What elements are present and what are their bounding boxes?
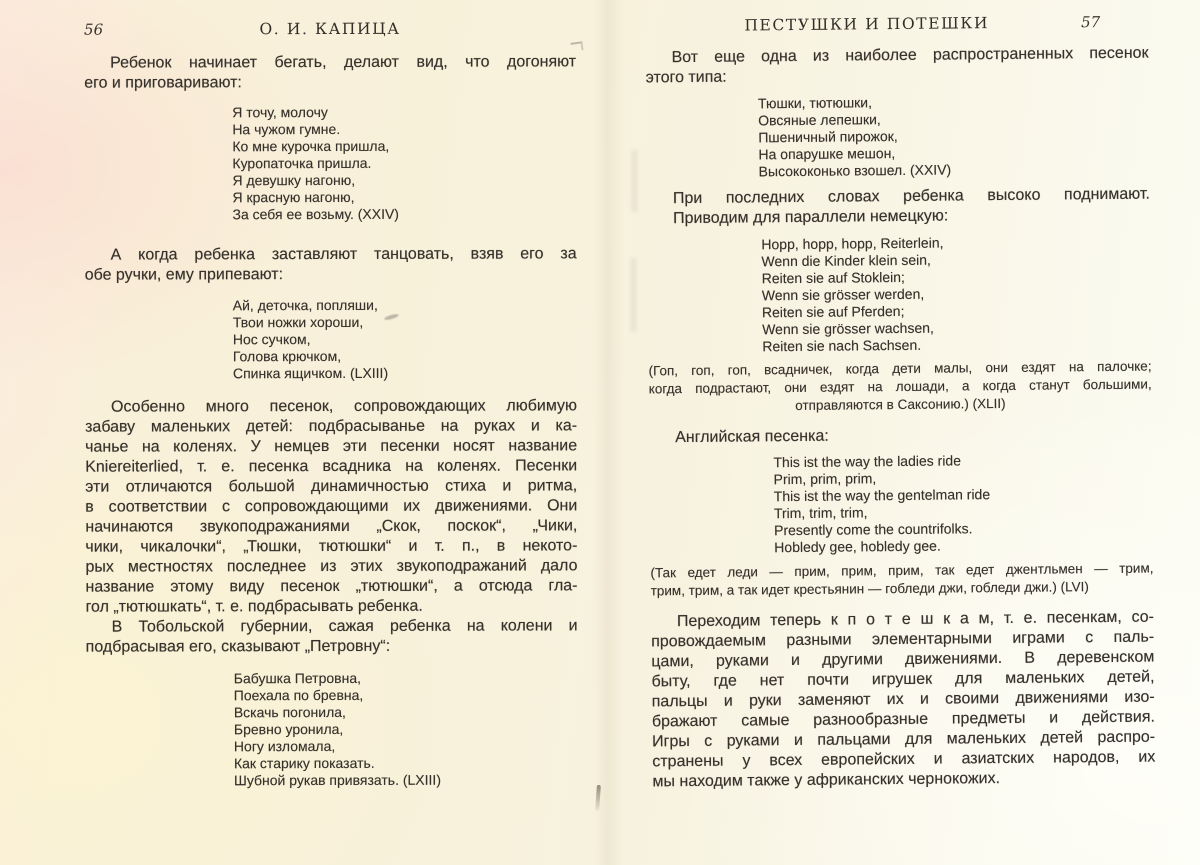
paragraph-line: Kniereiterlied, т. е. песенка всадника на коленях. Песенки: [85, 457, 578, 476]
paragraph-line: начинаются звукоподражаниями „Скок, поскок“, „Чики,: [85, 517, 578, 536]
verse-line: Я девушку нагоню,: [232, 171, 356, 189]
verse-line: Wenn sie grösser wachsen,: [762, 319, 934, 338]
verse-line: Ай, деточка, попляши,: [232, 296, 378, 314]
page-number: 57: [1081, 13, 1101, 32]
paragraph-line: Переходим теперь к п о т е ш к а м, т. е. песенкам, со-: [676, 608, 1155, 631]
verse-line: Нос сучком,: [232, 331, 311, 348]
verse-line: Reiten sie nach Sachsen.: [762, 336, 922, 355]
paragraph-line: этого типа:: [645, 68, 727, 87]
verse-line: This ist the way the ladies ride: [773, 452, 962, 471]
paragraph-line: При последних словах ребенка высоко поднимают.: [672, 185, 1150, 208]
verse-line: За себя ее возьму. (XXIV): [232, 205, 399, 223]
verse-line: Ко мне курочка пришла,: [232, 137, 390, 155]
paragraph-line: название этому виду песенок „тютюшки“, а отсюда гла-: [85, 577, 578, 596]
paragraph-line: гол „тютюшкать“, т. е. подбрасывать ребенка.: [85, 597, 423, 616]
paragraph: [651, 608, 1156, 793]
translation-note: [648, 358, 1151, 417]
paragraph-line: подбрасывая его, сказывают „Петровну“:: [85, 637, 391, 656]
verse: [761, 233, 1151, 356]
verse-line: Trim, trim, trim,: [773, 504, 868, 522]
paragraph-line: А когда ребенка заставляют танцовать, взяв его за: [110, 245, 577, 264]
paragraph: [85, 244, 577, 285]
paragraph-line: чанье на коленях. У немцев эти песенки носят название: [85, 437, 578, 456]
paragraph-line: провождаемым разными элементарными играми с паль-: [651, 628, 1155, 651]
verse-line: Твои ножки хороши,: [232, 313, 364, 331]
verse-line: Presently come the countrifolks.: [774, 520, 973, 539]
paragraph-line: Ребенок начинает бегать, делают вид, что догоняют: [110, 53, 577, 72]
verse: [773, 451, 1153, 557]
verse-line: На опарушке мешон,: [758, 145, 896, 163]
translation-note: [650, 560, 1153, 601]
paragraph: [645, 44, 1148, 89]
scan-streak: [632, 150, 637, 212]
verse-line: Высококонько взошел. (XXIV): [758, 161, 952, 180]
verse-line: Вскачь погонила,: [233, 703, 346, 721]
verse-line: Я красную нагоню,: [232, 188, 355, 206]
paragraph-line: Приводим для параллели немецкую:: [673, 207, 949, 228]
paragraph-line: мы находим также у африканских чернокожих.: [652, 770, 1001, 791]
verse-line: Куропаточка пришла.: [232, 154, 372, 172]
verse-line: Ногу изломала,: [233, 737, 336, 755]
paragraph-line: быту, где нет почти игрушек для маленьких детей,: [651, 668, 1155, 691]
paragraph-line: Особенно много песенок, сопровождающих любимую: [111, 397, 578, 416]
verse-line: Wenn die Kinder klein sein,: [761, 251, 931, 270]
verse-line: Prim, prim, prim,: [773, 470, 877, 488]
verse-line: This ist the way the gentelman ride: [773, 486, 991, 505]
paragraph-line: цами, руками и другими движениями. В деревенском: [651, 648, 1155, 671]
page-right: [645, 0, 1156, 792]
verse-line: Бревно уронила,: [233, 720, 344, 738]
translation-line: (Гоп, гоп, гоп, всадничек, когда дети малы, они ездят на палочке;: [648, 358, 1152, 379]
verse-line: Как старику показать.: [233, 754, 375, 772]
paragraph-line: странены у всех европейских и азиатских народов, их: [652, 748, 1156, 771]
verse-line: Овсяные лепешки,: [758, 111, 881, 129]
translation-line: когда подрастают, они ездят на лошади, а когда станут большими,: [648, 376, 1152, 397]
verse: [232, 103, 576, 223]
paragraph-line: эти отличаются большой динамичностью стиха и ритма,: [85, 477, 578, 496]
verse-line: Бабушка Петровна,: [233, 669, 362, 687]
paragraph-line: забаву маленьких детей: подбрасыванье на руках и ка-: [85, 417, 578, 436]
verse-line: Я точу, молочу: [232, 104, 328, 121]
paragraph-line: Игры с руками и пальцами для маленьких детей распро-: [652, 728, 1156, 751]
paragraph: [649, 424, 1152, 449]
paragraph-line: пальцы и руки заменяют их и своими движениями изо-: [651, 688, 1155, 711]
paragraph: [84, 52, 576, 93]
translation-line: трим, трим, а так идет крестьянин — гобледи джи, гобледи джи.) (LVI): [650, 579, 1089, 599]
verse-line: Шубной рукав привязать. (LXIII): [233, 771, 441, 789]
running-head: О. И. КАПИЦА: [259, 19, 401, 39]
paragraph-line: бражают самые разнообразные предметы и действия.: [651, 708, 1155, 731]
verse-line: Reiten sie auf Pferden;: [761, 302, 905, 321]
paragraph-line: его и приговаривают:: [84, 74, 242, 92]
verse-line: Голова крючком,: [232, 347, 342, 365]
paragraph: [86, 616, 578, 657]
paragraph-line: чики, чикалочки“, „Тюшки, тютюшки“ и т. п., в некото-: [85, 537, 578, 556]
paragraph-line: в соответствии с сопровождающими их движениями. Они: [85, 497, 578, 516]
page-number: 56: [84, 20, 104, 39]
verse-line: Hobledy gee, hobledy gee.: [774, 537, 941, 556]
verse-line: Wenn sie grösser werden,: [761, 285, 925, 304]
verse-line: Reiten sie auf Stoklein;: [761, 268, 905, 287]
paragraph: [85, 396, 578, 617]
verse: [234, 669, 578, 789]
translation-line: отправляются в Саксонию.) (XLII): [795, 395, 1006, 413]
verse-line: Спинка ящичком. (LXIII): [232, 364, 389, 382]
paragraph-line: обе ручки, ему припевают:: [84, 266, 284, 284]
paragraph-line: рых местностях последнее из этих звукоподражаний дало: [85, 557, 578, 576]
page-left: [84, 0, 578, 790]
verse: [233, 296, 577, 382]
page-header-right: [645, 13, 1148, 38]
verse-line: На чужом гумне.: [232, 120, 341, 138]
paragraph-line: Вот еще одна из наиболее распространенных песенок: [671, 44, 1149, 67]
verse-line: Тюшки, тютюшки,: [757, 94, 873, 112]
verse: [758, 92, 1150, 181]
running-head: ПЕСТУШКИ И ПОТЕШКИ: [744, 14, 990, 35]
paragraph-line: Английская песенка:: [675, 427, 829, 447]
verse-line: Поехала по бревна,: [233, 686, 364, 704]
page-gutter-shadow: [594, 0, 624, 865]
verse-line: Пшеничный пирожок,: [758, 127, 898, 146]
paragraph-line: В Тобольской губернии, сажая ребенка на колени и: [111, 617, 578, 636]
verse-line: Hopp, hopp, hopp, Reiterlein,: [761, 234, 944, 253]
page-header-left: [84, 19, 576, 40]
translation-line: (Так едет леди — прим, прим, прим, так едет джентльмен — трим,: [650, 560, 1154, 581]
scan-streak: [631, 258, 636, 332]
paragraph: [647, 185, 1150, 230]
